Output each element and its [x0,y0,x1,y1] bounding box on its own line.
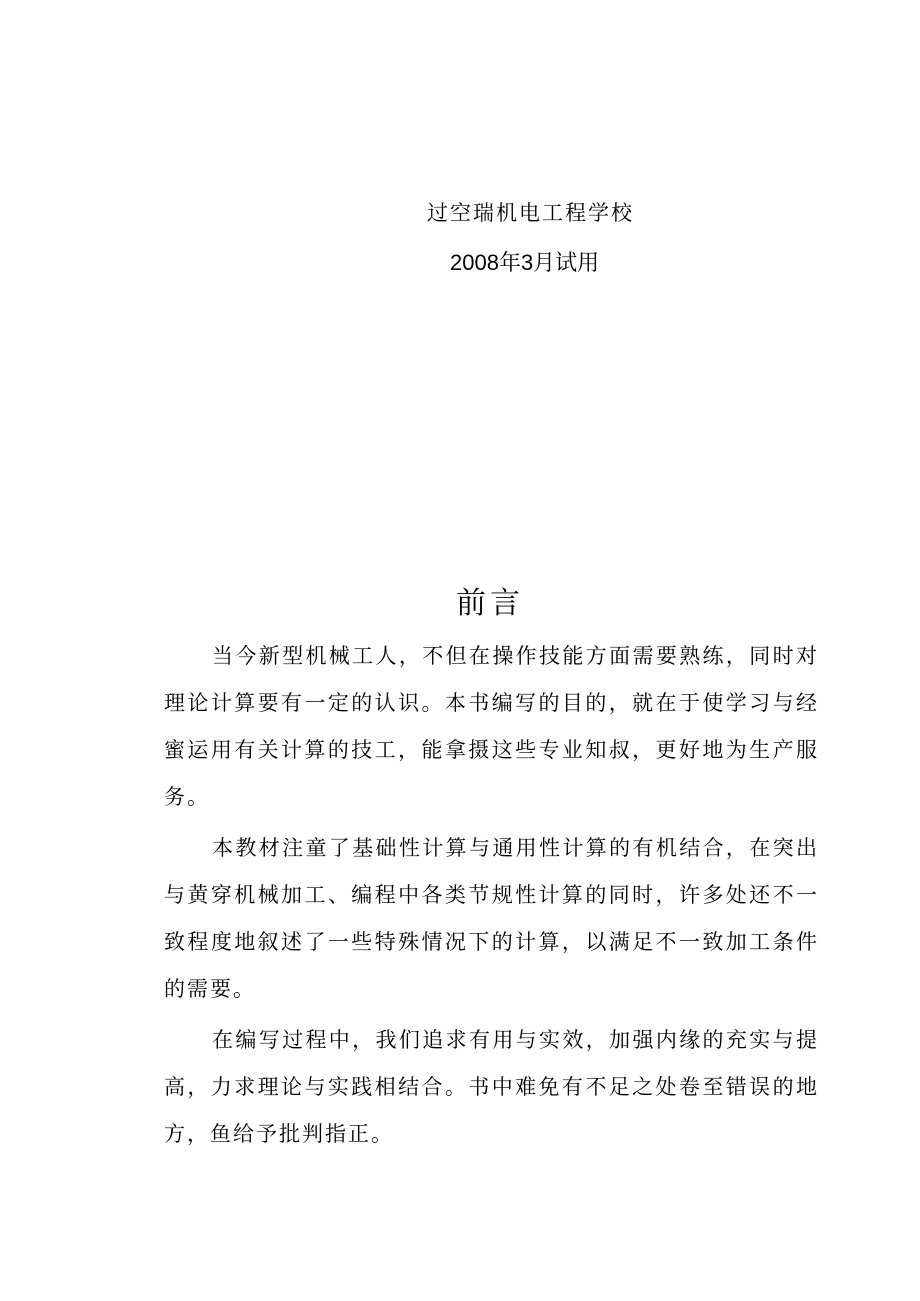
trial-date: 2008年3月试用 [450,250,600,275]
preface-title: 前言 [456,586,524,621]
preface-paragraph: 当今新型机械工人，不但在操作技能方面需要熟练，同时对理论计算要有一定的认识。本书编写的目的，就在于使学习与经蜜运用有关计算的技工，能拿摄这些专业知叔，更好地为生产服务。 [164,644,819,809]
preface-paragraph: 本教材注童了基础性计算与通用性计算的有机结合，在突出与黄穿机械加工、编程中各类节规性计算的同时，许多处还不一致程度地叙述了一些特殊情况下的计算，以满足不一致加工条件的需要。 [164,836,819,1001]
preface-body [164,633,819,1162]
school-name: 过空瑞机电工程学校 [427,201,634,225]
preface-paragraph: 在编写过程中，我们追求有用与实效，加强内缘的充实与提高，力求理论与实践相结合。书中难免有不足之处卷至错误的地方，鱼给予批判指正。 [164,1028,819,1146]
